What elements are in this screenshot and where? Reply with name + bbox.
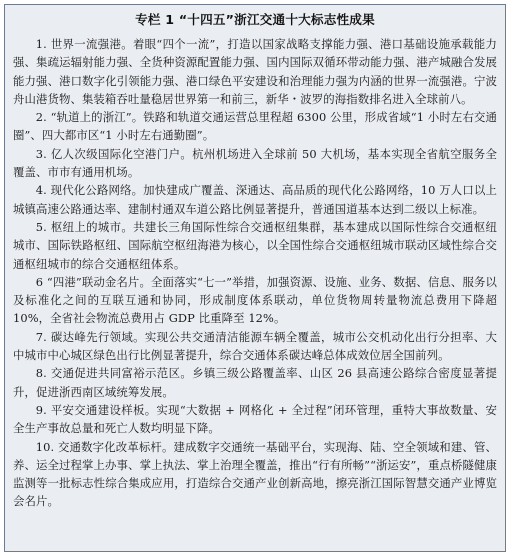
item-7: 7. 碳达峰先行领域。实现公共交通清洁能源车辆全覆盖，城市公交机动化出行分担率、大中城市中心城区绿色出行比例显著提升，综合交通体系碳达峰总体成效位居全国前列。	[13, 329, 497, 363]
feature-box	[4, 4, 506, 552]
item-9: 9. 平安交通建设样板。实现“大数据 + 网格化 + 全过程”闭环管理，重特大事故数量、安全生产事故总量和死亡人数均明显下降。	[13, 402, 497, 436]
box-title: 专栏 1 “十四五”浙江交通十大标志性成果	[135, 12, 375, 27]
item-2: 2. “轨道上的浙江”。铁路和轨道交通运营总里程超 6300 公里，形成省域“1 小时左右交通圈”、四大都市区“1 小时左右通勤圈”。	[13, 110, 497, 143]
item-8: 8. 交通促进共同富裕示范区。乡镇三级公路覆盖率、山区 26 县高速公路综合密度显著提升，促进浙西南区域统筹发展。	[13, 366, 497, 399]
item-10: 10. 交通数字化改革标杆。建成数字交通统一基础平台，实现海、陆、空全领域和建、管、养、运全过程掌上办事、掌上执法、掌上治理全覆盖，推出“行有所畅”“浙运安”，重点桥隧健康监测等一批标志性综合集成应用，打造综合交通产业创新高地，擦亮浙江国际智慧交通产业博览会名片。	[13, 439, 497, 509]
item-5: 5. 枢纽上的城市。共建长三角国际性综合交通枢纽集群，基本建成以国际性综合交通枢纽城市、国际铁路枢纽、国际航空枢纽海港为核心，以全国性综合交通枢纽城市联动区域性综合交通枢纽城市的综合交通枢纽体系。	[13, 219, 497, 271]
item-3: 3. 亿人次级国际化空港门户。杭州机场进入全球前 50 大机场，基本实现全省航空服务全覆盖、市市有通用机场。	[13, 146, 497, 180]
item-6: 6 “四港”联动金名片。全面落实“七一”举措，加强资源、设施、业务、数据、信息、服务以及标准化之间的互联互通和协同，形成制度体系联动，单位货物周转量物流总费用下降超 10%，全省社会物流总费用占 GDP 比重降至 12%。	[13, 274, 497, 326]
item-1: 1. 世界一流强港。着眼“四个一流”，打造以国家战略支撑能力强、港口基础设施承载能力强、集疏运辐射能力强、全货种资源配置能力强、国内国际双循环带动能力强、港产城融合发展能力强、港口数字化引领能力强、港口绿色平安建设和治理能力强为内涵的世界一流强港。宁波舟山港货物、集装箱吞吐量稳居世界第一和前三，新华・波罗的海指数排名进入全球前八。	[13, 37, 497, 106]
item-4: 4. 现代化公路网络。加快建成广覆盖、深通达、高品质的现代化公路网络，10 万人口以上城镇高速公路通达率、建制村通双车道公路比例显著提升，普通国道基本达到二级以上标准。	[13, 183, 497, 216]
